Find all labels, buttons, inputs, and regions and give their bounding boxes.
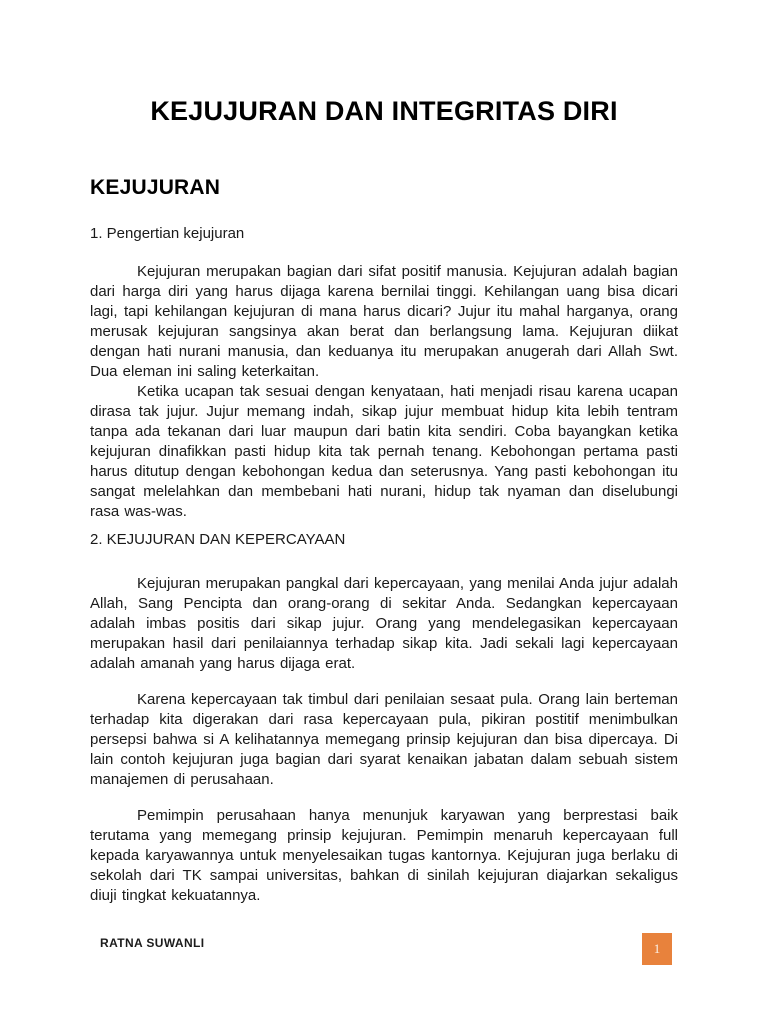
- document-title: KEJUJURAN DAN INTEGRITAS DIRI: [150, 96, 618, 126]
- section-1-heading: 1. Pengertian kejujuran: [90, 225, 245, 242]
- page-number-badge: [642, 933, 672, 965]
- section-2-paragraph-1: Kejujuran merupakan pangkal dari kepercayaan, yang menilai Anda jujur adalah Allah, Sang Pencipta dan orang-orang di sekitar Anda. Sedangkan kepercayaan adalah imbas positis dari sikap jujur. Orang yang mendelegasikan kepercayaan merupakan hasil dari penilaiannya terhadap sikap kita. Jadi sekali lagi kepercayaan adalah amanah yang harus dijaga erat.: [90, 575, 678, 672]
- section-2-heading: 2. KEJUJURAN DAN KEPERCAYAAN: [90, 531, 346, 548]
- main-heading: KEJUJURAN: [90, 176, 221, 199]
- section-1-paragraph-2: Ketika ucapan tak sesuai dengan kenyataan, hati menjadi risau karena ucapan dirasa tak jujur. Jujur memang indah, sikap jujur membuat hidup kita lebih tentram tanpa ada tekanan dari luar maupun dari batin kita sendiri. Coba bayangkan ketika kejujuran dinafikkan pasti hidup kita tak pernah tenang. Kebohongan pertama pasti harus ditutup dengan kebohongan kedua dan seterusnya. Yang pasti kebohongan itu sangat melelahkan dan membebani hati nurani, hidup tak nyaman dan diselubungi rasa was-was.: [90, 383, 678, 520]
- page-number: 1: [653, 941, 661, 956]
- footer-author-name: RATNA SUWANLI: [100, 936, 205, 950]
- section-2-paragraph-3: Pemimpin perusahaan hanya menunjuk karyawan yang berprestasi baik terutama yang memegang prinsip kejujuran. Pemimpin menaruh kepercayaan full kepada karyawannya untuk menyelesaikan tugas kantornya. Kejujuran juga berlaku di sekolah dari TK sampai universitas, bahkan di sinilah kejujuran diajarkan sekaligus diuji tingkat kekuatannya.: [90, 807, 678, 904]
- section-1-paragraph-1: Kejujuran merupakan bagian dari sifat positif manusia. Kejujuran adalah bagian dari harga diri yang harus dijaga karena bernilai tinggi. Kehilangan uang bisa dicari lagi, tapi kehilangan kejujuran di mana harus dicari? Jujur itu mahal harganya, orang merusak kejujuran sangsinya akan berat dan berlangsung lama. Kejujuran diikat dengan hati nurani manusia, dan keduanya itu merupakan anugerah dari Allah Swt. Dua eleman ini saling keterkaitan.: [90, 263, 678, 380]
- section-2-paragraph-2: Karena kepercayaan tak timbul dari penilaian sesaat pula. Orang lain berteman terhadap kita digerakan dari rasa kepercayaan pula, pikiran postitif menimbulkan persepsi bahwa si A kelihatannya memegang prinsip kejujuran dan bisa dipercaya. Di lain contoh kejujuran juga bagian dari syarat kenaikan jabatan dalam sebuah sistem manajemen di perusahaan.: [90, 691, 678, 788]
